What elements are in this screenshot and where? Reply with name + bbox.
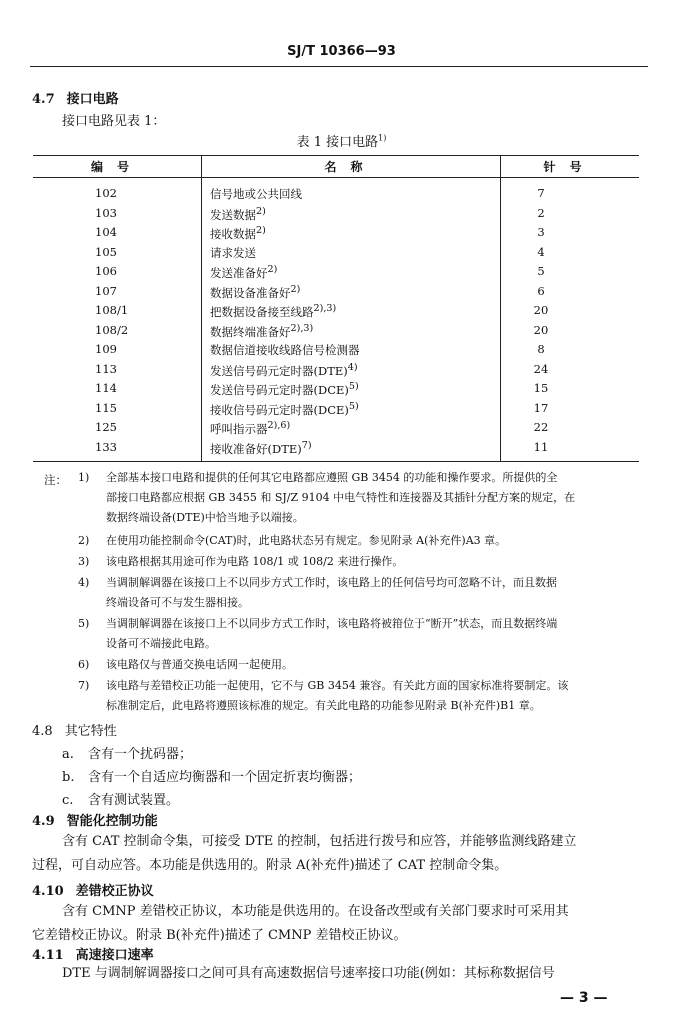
footnote-mark: 2) xyxy=(267,264,278,275)
list-text: 含有测试装置。 xyxy=(88,793,180,808)
circuit-number: 115 xyxy=(95,400,117,415)
list-marker: c. xyxy=(62,793,74,808)
pin-number: 2 xyxy=(537,205,545,220)
note-line: 当调制解调器在该接口上不以同步方式工作时，该电路将被箝位于“断开”状态，而且数据终端 xyxy=(106,617,558,630)
pin-number: 15 xyxy=(533,381,549,395)
table-row xyxy=(33,342,639,361)
circuit-number: 104 xyxy=(95,225,117,239)
circuit-number: 108/1 xyxy=(95,303,129,317)
list-item xyxy=(62,789,179,808)
circuit-name: 呼叫指示器$^{2),6)}$ xyxy=(210,420,291,436)
list-marker: a. xyxy=(62,747,74,762)
section-4-7-heading xyxy=(32,88,119,107)
footnote-mark: 5) xyxy=(348,400,359,412)
table-row xyxy=(33,186,639,205)
note-line: 该电路仅与普通交换电话网一起使用。 xyxy=(106,658,293,671)
circuit-number: 107 xyxy=(95,283,117,298)
circuit-name: 请求发送 xyxy=(210,245,256,260)
note-line: 部接口电路都应根据 GB 3455 和 SJ/Z 9104 中电气特性和连接器及其插针分配方案的规定，在 xyxy=(106,491,576,504)
table-row xyxy=(33,206,639,225)
circuit-number: 114 xyxy=(95,381,117,395)
table-row xyxy=(33,245,639,264)
note-text xyxy=(106,552,666,572)
section-number: 4.11 xyxy=(32,948,64,963)
circuit-number: 133 xyxy=(95,439,117,454)
note-number: 6) xyxy=(78,658,90,671)
section-4-7-intro: 接口电路见表 1： xyxy=(62,114,166,129)
note-number: 4) xyxy=(78,576,90,589)
footnote-mark: 7) xyxy=(301,439,312,451)
list-marker: b. xyxy=(62,770,75,785)
section-4-10-heading xyxy=(32,880,154,899)
section-title: 智能化控制功能 xyxy=(66,814,158,829)
section-title: 接口电路 xyxy=(66,92,119,107)
section-title: 高速接口速率 xyxy=(75,948,154,963)
table-row xyxy=(33,303,639,322)
pin-number: 22 xyxy=(533,420,549,434)
footnote-mark: 2) xyxy=(256,225,266,236)
circuit-number: 102 xyxy=(95,186,117,200)
note-number: 5) xyxy=(78,617,90,630)
section-4-9-body xyxy=(32,830,636,878)
circuit-number: 113 xyxy=(95,361,117,376)
paragraph-line: 含有 CAT 控制命令集，可接受 DTE 的控制，包括进行拨号和应答，并能够监测线路建立 xyxy=(62,834,577,849)
circuit-name: 接收信号码元定时器(DCE)$^{5)}$ xyxy=(210,400,359,417)
note-line: 标准制定后，此电路将遵照该标准的规定。有关此电路的功能参见附录 B(补充件)B1 章。 xyxy=(106,699,541,712)
table-row xyxy=(33,284,639,303)
table-header-rule xyxy=(33,177,639,178)
list-item xyxy=(62,743,192,762)
table-caption xyxy=(0,131,683,150)
list-text: 含有一个自适应均衡器和一个固定折衷均衡器； xyxy=(88,770,362,785)
column-header-pin: 针号 xyxy=(543,160,596,174)
circuit-number: 125 xyxy=(95,420,117,434)
pin-number: 20 xyxy=(533,322,549,337)
circuit-name: 把数据设备接至线路$^{2),3)}$ xyxy=(210,303,337,319)
header-rule xyxy=(30,66,648,67)
note-text xyxy=(106,573,666,613)
standard-number-header: SJ/T 10366—93 xyxy=(287,44,396,59)
note-line: 设备可不端接此电路。 xyxy=(106,637,216,650)
section-title: 差错校正协议 xyxy=(75,884,154,899)
note-text xyxy=(106,468,666,528)
section-number: 4.9 xyxy=(32,814,55,829)
paragraph-line: DTE 与调制解调器接口之间可具有高速数据信号速率接口功能(例如：其标称数据信号 xyxy=(62,966,555,981)
column-header-number: 编号 xyxy=(90,160,143,174)
table-bottom-rule xyxy=(33,461,639,462)
circuit-name: 接收准备好(DTE)$^{7)}$ xyxy=(210,439,312,456)
pin-number: 20 xyxy=(533,303,549,317)
table-row xyxy=(33,362,639,381)
circuit-name: 发送信号码元定时器(DCE)$^{5)}$ xyxy=(210,381,359,397)
paragraph-line: 含有 CMNP 差错校正协议，本功能是供选用的。在设备改型或有关部门要求时可采用其 xyxy=(62,904,569,919)
section-number: 4.8 xyxy=(32,724,53,739)
note-line: 该电路与差错校正功能一起使用，它不与 GB 3454 兼容。有关此方面的国家标准将要制定。该 xyxy=(106,679,569,692)
circuit-name: 数据终端准备好$^{2),3)}$ xyxy=(210,322,314,339)
note-text xyxy=(106,614,666,654)
circuit-name: 数据设备准备好$^{2)}$ xyxy=(210,283,301,300)
table-row xyxy=(33,401,639,420)
circuit-name: 发送数据$^{2)}$ xyxy=(210,205,266,222)
note-number: 3) xyxy=(78,555,90,568)
pin-number: 8 xyxy=(537,342,545,356)
footnote-mark: 2) xyxy=(256,205,266,217)
pin-number: 11 xyxy=(533,439,549,454)
pin-number: 24 xyxy=(533,361,549,376)
pin-number: 3 xyxy=(537,225,545,239)
note-line: 在使用功能控制命令(CAT)时，此电路状态另有规定。参见附录 A(补充件)A3 章。 xyxy=(106,534,507,547)
table-row xyxy=(33,264,639,283)
pin-number: 17 xyxy=(533,400,549,415)
pin-number: 7 xyxy=(537,186,545,200)
circuit-number: 109 xyxy=(95,342,117,356)
note-text xyxy=(106,531,666,551)
table-row xyxy=(33,420,639,439)
table-caption-footnote-mark: 1) xyxy=(378,133,387,143)
note-text xyxy=(106,676,666,716)
table-row xyxy=(33,323,639,342)
note-line: 该电路根据其用途可作为电路 108/1 或 108/2 来进行操作。 xyxy=(106,555,404,568)
footnote-mark: 4) xyxy=(347,361,358,373)
note-line: 当调制解调器在该接口上不以同步方式工作时，该电路上的任何信号均可忽略不计，而且数据 xyxy=(106,576,557,589)
section-number: 4.10 xyxy=(32,884,64,899)
circuit-name: 数据信道接收线路信号检测器 xyxy=(210,343,360,357)
footnote-mark: 2),3) xyxy=(313,303,337,314)
circuit-name: 发送信号码元定时器(DTE)$^{4)}$ xyxy=(210,361,358,378)
column-header-name: 名称 xyxy=(324,160,377,174)
section-4-10-body xyxy=(32,900,636,948)
section-title: 其它特性 xyxy=(64,724,117,739)
note-line: 终端设备可不与发生器相接。 xyxy=(106,596,249,609)
pin-number: 6 xyxy=(537,283,545,298)
section-number: 4.7 xyxy=(32,92,55,107)
section-4-11-body xyxy=(32,962,636,986)
table-row xyxy=(33,381,639,400)
paragraph-line: 它差错校正协议。附录 B(补充件)描述了 CMNP 差错校正协议。 xyxy=(32,928,407,943)
circuit-name: 接收数据$^{2)}$ xyxy=(210,225,266,241)
footnote-mark: 2),6) xyxy=(267,420,291,431)
table-row xyxy=(33,225,639,244)
interface-circuit-table xyxy=(33,155,639,461)
footnote-mark: 5) xyxy=(348,381,359,392)
note-number: 1) xyxy=(78,471,90,484)
circuit-number: 108/2 xyxy=(95,322,129,337)
paragraph-line: 过程，可自动应答。本功能是供选用的。附录 A(补充件)描述了 CAT 控制命令集。 xyxy=(32,858,508,873)
note-text xyxy=(106,655,666,675)
section-4-8-heading xyxy=(32,720,117,739)
pin-number: 5 xyxy=(537,264,545,278)
circuit-number: 105 xyxy=(95,244,117,259)
note-line: 数据终端设备(DTE)中恰当地予以端接。 xyxy=(106,511,304,524)
section-4-11-heading xyxy=(32,944,154,963)
note-number: 7) xyxy=(78,679,90,692)
notes-label: 注： xyxy=(44,473,67,487)
list-text: 含有一个扰码器； xyxy=(88,747,193,762)
circuit-number: 106 xyxy=(95,264,117,278)
pin-number: 4 xyxy=(537,244,545,259)
section-4-9-heading xyxy=(32,810,158,829)
circuit-number: 103 xyxy=(95,205,117,220)
note-number: 2) xyxy=(78,534,90,547)
table-row xyxy=(33,440,639,459)
circuit-name: 信号地或公共回线 xyxy=(210,187,302,201)
footnote-mark: 2) xyxy=(290,283,301,295)
table-caption-text: 表 1 接口电路 xyxy=(296,135,379,150)
page-number: — 3 — xyxy=(560,990,608,1006)
table-top-rule xyxy=(33,155,639,156)
circuit-name: 发送准备好$^{2)}$ xyxy=(210,264,278,280)
note-line: 全部基本接口电路和提供的任何其它电路都应遵照 GB 3454 的功能和操作要求。所提供的全 xyxy=(106,471,558,484)
footnote-mark: 2),3) xyxy=(290,322,314,334)
list-item xyxy=(62,766,361,785)
